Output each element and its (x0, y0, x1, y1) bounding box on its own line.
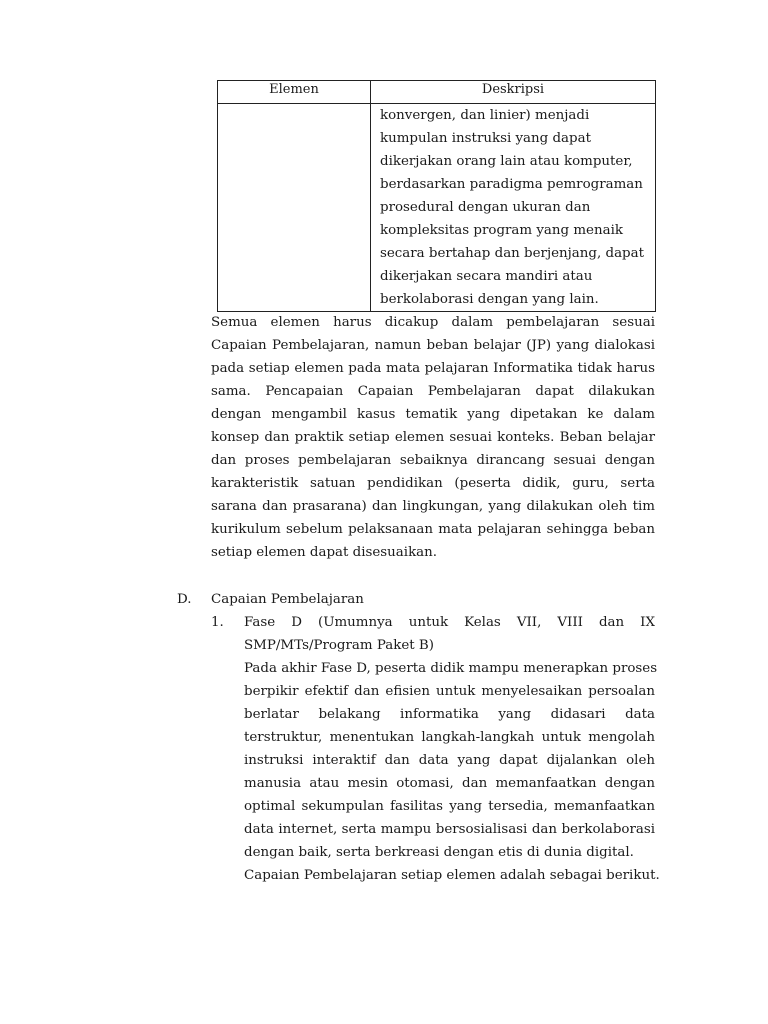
item-line: Capaian Pembelajaran setiap elemen adalah sebagai berikut. (244, 868, 660, 883)
item-line: manusia atau mesin otomasi, dan memanfaatkan dengan (244, 776, 655, 791)
element-description-table (217, 80, 656, 312)
description-line: konvergen, dan linier) menjadi (380, 108, 590, 123)
paragraph-line: konsep dan praktik setiap elemen sesuai konteks. Beban belajar (211, 430, 655, 445)
description-line: kumpulan instruksi yang dapat (380, 131, 591, 146)
section-letter: D. (177, 592, 192, 607)
item-line: Fase D (Umumnya untuk Kelas VII, VIII dan IX (244, 615, 655, 630)
list-item-number: 1. (211, 615, 224, 630)
description-line: dikerjakan secara mandiri atau (380, 269, 593, 284)
paragraph-line: Semua elemen harus dicakup dalam pembelajaran sesuai (211, 315, 655, 330)
body-paragraph (211, 311, 655, 564)
paragraph-line: sama. Pencapaian Capaian Pembelajaran dapat dilakukan (211, 384, 655, 399)
paragraph-line: dengan mengambil kasus tematik yang dipetakan ke dalam (211, 407, 655, 422)
paragraph-line: pada setiap elemen pada mata pelajaran Informatika tidak harus (211, 361, 655, 376)
description-line: berkolaborasi dengan yang lain. (380, 292, 599, 307)
section-title: Capaian Pembelajaran (211, 592, 364, 607)
item-line: dengan baik, serta berkreasi dengan etis di dunia digital. (244, 845, 634, 860)
paragraph-line: sarana dan prasarana) dan lingkungan, yang dilakukan oleh tim (211, 499, 655, 514)
description-cell (371, 104, 656, 312)
paragraph-line: setiap elemen dapat disesuaikan. (211, 545, 438, 560)
item-line: data internet, serta mampu bersosialisasi dan berkolaborasi (244, 822, 655, 837)
description-line: berdasarkan paradigma pemrograman (380, 177, 643, 192)
item-line: instruksi interaktif dan data yang dapat dijalankan oleh (244, 753, 655, 768)
element-cell (218, 104, 371, 312)
item-line: terstruktur, menentukan langkah-langkah untuk mengolah (244, 730, 655, 745)
item-line: Pada akhir Fase D, peserta didik mampu menerapkan proses (244, 661, 658, 676)
description-line: dikerjakan orang lain atau komputer, (380, 154, 633, 169)
list-item-content (244, 611, 660, 887)
paragraph-line: karakteristik satuan pendidikan (peserta didik, guru, serta (211, 476, 655, 491)
item-line: SMP/MTs/Program Paket B) (244, 638, 434, 653)
item-line: berlatar belakang informatika yang didasari data (244, 707, 655, 722)
table-header-elemen: Elemen (218, 81, 371, 104)
paragraph-line: Capaian Pembelajaran, namun beban belajar (JP) yang dialokasi (211, 338, 655, 353)
table-header-deskripsi: Deskripsi (371, 81, 656, 104)
paragraph-line: dan proses pembelajaran sebaiknya dirancang sesuai dengan (211, 453, 655, 468)
description-line: prosedural dengan ukuran dan (380, 200, 591, 215)
description-line: secara bertahap dan berjenjang, dapat (380, 246, 644, 261)
item-line: optimal sekumpulan fasilitas yang tersedia, memanfaatkan (244, 799, 655, 814)
paragraph-line: kurikulum sebelum pelaksanaan mata pelajaran sehingga beban (211, 522, 655, 537)
table-row (218, 104, 656, 312)
description-line: kompleksitas program yang menaik (380, 223, 623, 238)
item-line: berpikir efektif dan efisien untuk menyelesaikan persoalan (244, 684, 655, 699)
